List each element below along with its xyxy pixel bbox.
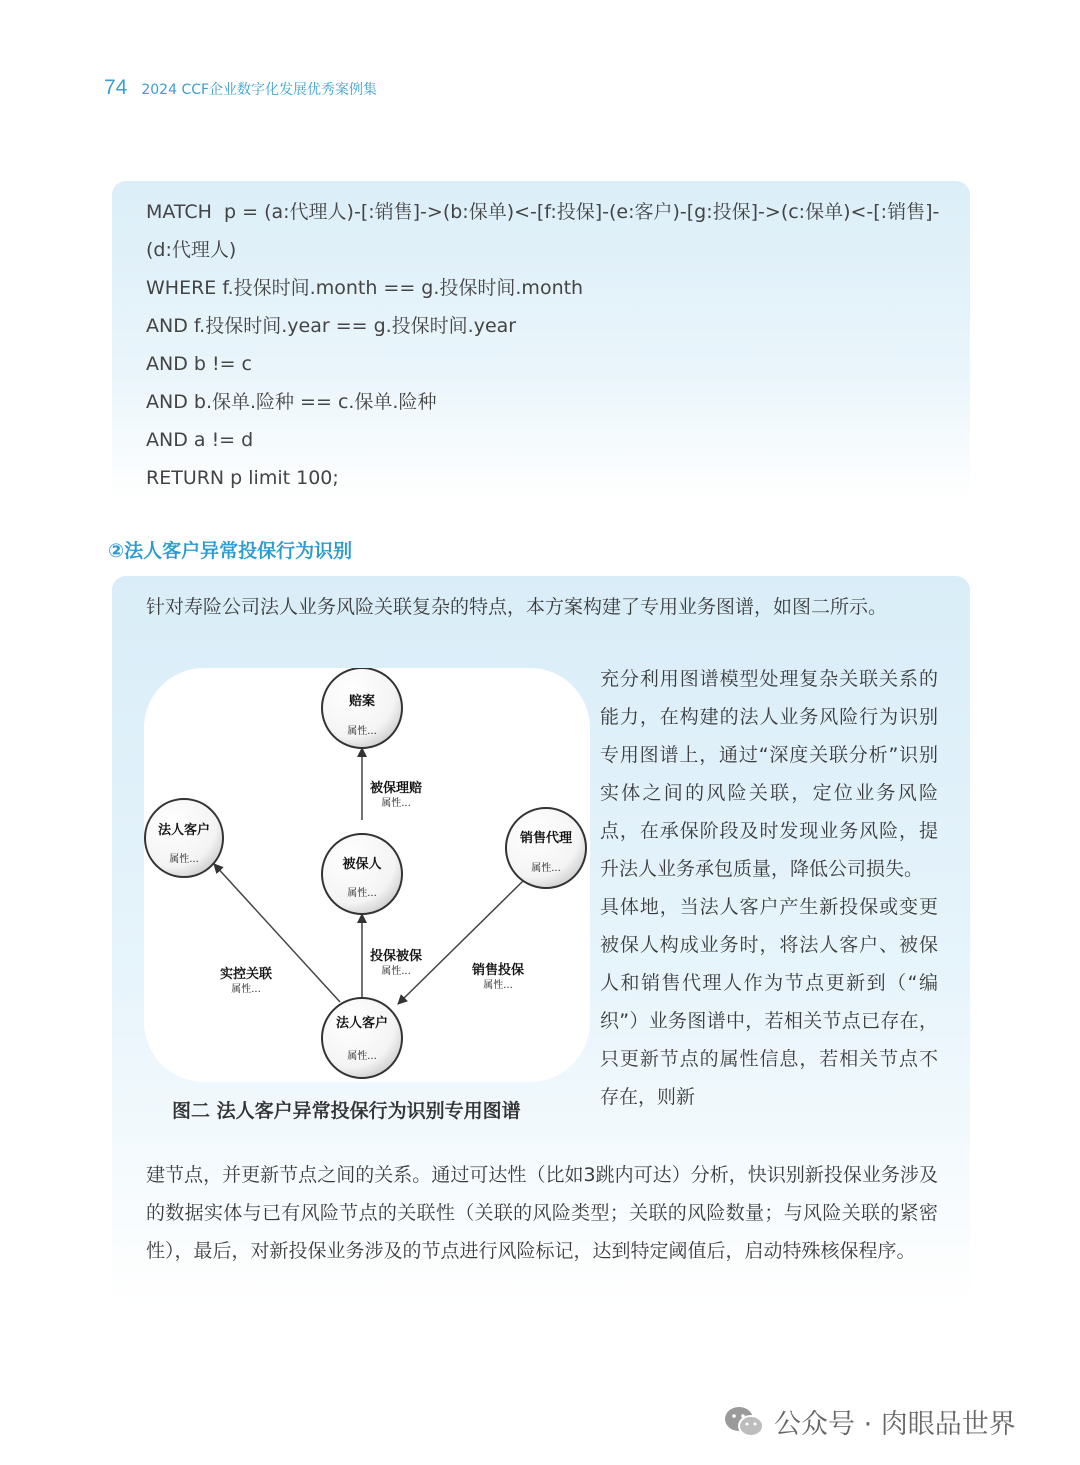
edge-control-label: 实控关联 (219, 967, 273, 982)
edge-insure-attr: 属性... (381, 966, 411, 977)
node-corp-customer (145, 799, 223, 877)
page-header (104, 76, 377, 100)
node-claim-label: 赔案 (348, 694, 376, 709)
node-sales-agent-label: 销售代理 (519, 831, 573, 846)
node-legal-customer-label: 法人客户 (335, 1016, 389, 1031)
node-sales-agent-attr: 属性... (531, 863, 561, 874)
bottom-paragraph: 建节点，并更新节点之间的关系。通过可达性（比如3跳内可达）分析，快识别新投保业务涉及的数据实体与已有风险节点的关联性（关联的风险类型；关联的风险数量；与风险关联的紧密性），最后，对新投保业务涉及的节点进行风险标记，达到特定阈值后，启动特殊核保程序。 (146, 1164, 938, 1262)
node-legal-customer (322, 998, 402, 1078)
content-block (112, 576, 970, 1306)
code-line: RETURN p limit 100; (146, 467, 339, 489)
code-lines (146, 193, 946, 497)
edge-claim-label: 被保理赔 (369, 781, 423, 796)
side-text (600, 660, 938, 1116)
figure-graph (144, 668, 590, 1082)
node-insured-attr: 属性... (347, 888, 377, 899)
node-legal-customer-attr: 属性... (347, 1051, 377, 1062)
side-paragraph-2: 具体地，当法人客户产生新投保或变更被保人构成业务时，将法人客户、被保人和销售代理人作为节点更新到（“编织”）业务图谱中，若相关节点已存在，只更新节点的属性信息，若相关节点不存在，则新 (600, 896, 938, 1108)
watermark-text: 公众号 · 肉眼品世界 (774, 1409, 1016, 1440)
intro-paragraph: 针对寿险公司法人业务风险关联复杂的特点，本方案构建了专用业务图谱，如图二所示。 (146, 596, 888, 618)
figure-caption: 图二 法人客户异常投保行为识别专用图谱 (172, 1100, 521, 1122)
node-claim-attr: 属性... (347, 726, 377, 737)
code-line: AND b != c (146, 353, 253, 375)
code-block (112, 181, 970, 503)
book-title: 2024 CCF企业数字化发展优秀案例集 (141, 82, 378, 98)
node-insured (322, 834, 402, 914)
node-corp-customer-attr: 属性... (169, 854, 199, 865)
edge-sales-label: 销售投保 (471, 963, 525, 978)
edge-claim-attr: 属性... (381, 798, 411, 809)
wechat-icon (724, 1405, 764, 1439)
page-number: 74 (104, 76, 128, 99)
code-line: AND a != d (146, 429, 254, 451)
code-line: MATCH p = (a:代理人)-[:销售]->(b:保单)<-[f:投保]-(e:客户)-[g:投保]->(c:保单)<-[:销售]-(d:代理人) (146, 201, 940, 261)
edge-sales-attr: 属性... (483, 980, 513, 991)
code-line: AND b.保单.险种 == c.保单.险种 (146, 391, 437, 413)
node-claim (322, 668, 402, 748)
section-title: ②法人客户异常投保行为识别 (108, 540, 353, 562)
code-line: AND f.投保时间.year == g.投保时间.year (146, 315, 517, 337)
node-insured-label: 被保人 (342, 857, 382, 872)
code-line: WHERE f.投保时间.month == g.投保时间.month (146, 277, 584, 299)
side-paragraph-1: 充分利用图谱模型处理复杂关联关系的能力，在构建的法人业务风险行为识别专用图谱上，通过“深度关联分析”识别实体之间的风险关联，定位业务风险点，在承保阶段及时发现业务风险，提升法人业务承包质量，降低公司损失。 (600, 668, 938, 880)
node-sales-agent (506, 808, 586, 888)
edge-insure-label: 投保被保 (369, 949, 423, 964)
graph-svg (144, 668, 590, 1082)
node-corp-customer-label: 法人客户 (157, 823, 211, 838)
watermark (724, 1402, 1016, 1441)
edge-control-attr: 属性... (231, 984, 261, 995)
